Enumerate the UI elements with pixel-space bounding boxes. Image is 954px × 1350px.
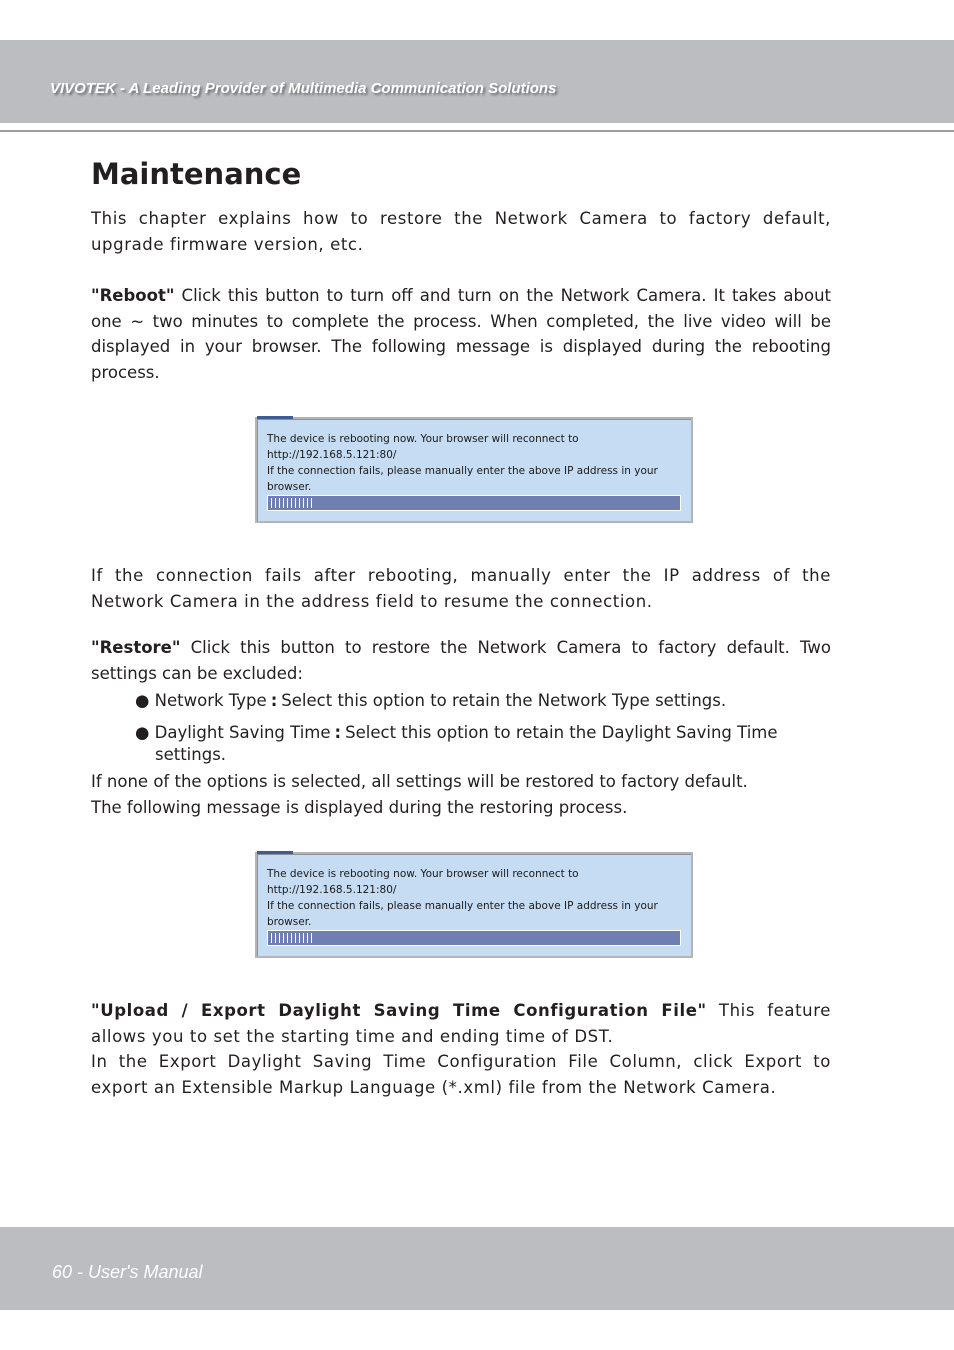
dialog-message (267, 866, 682, 930)
progress-bar (267, 930, 681, 946)
dialog-line-3: If the connection fails, please manually enter the above IP address in your (267, 900, 658, 912)
intro-paragraph: This chapter explains how to restore the Network Camera to factory default, upgrade firmware version, etc. (91, 209, 831, 254)
restore-dialog (255, 852, 693, 958)
restore-dialog-figure (91, 852, 831, 958)
page-number: 60 - User's Manual (52, 1262, 203, 1282)
dialog-tab (257, 851, 293, 854)
bullet-daylight-saving (135, 722, 831, 766)
page-title: Maintenance (91, 157, 302, 191)
upload-description: This feature allows you to set the starting time and ending time of DST. (91, 1001, 832, 1046)
dialog-message (267, 431, 682, 495)
reboot-label: "Reboot" (91, 286, 175, 305)
restore-following: The following message is displayed during the restoring process. (91, 797, 628, 817)
upload-paragraph (91, 998, 831, 1049)
dialog-line-2: http://192.168.5.121:80/ (267, 884, 397, 896)
progress-bar-fill (271, 498, 312, 508)
reboot-paragraph (91, 283, 831, 385)
bullet-network-type (135, 690, 831, 712)
bullet-daylight-saving-colon: : (334, 723, 342, 742)
reboot-description: Click this button to turn off and turn on the Network Camera. It takes about one ~ two minutes to complete the process. When completed, the live video will be displayed in your browser. The following message is displayed during the rebooting process. (91, 286, 831, 382)
reboot-dialog-figure (91, 417, 831, 523)
restore-description: Click this button to restore the Network Camera to factory default. Two settings can be excluded: (91, 638, 831, 683)
bullet-daylight-saving-desc-cont: settings. (155, 745, 227, 764)
upload-label: "Upload / Export Daylight Saving Time Configuration File" (91, 1001, 707, 1020)
restore-paragraph (91, 635, 831, 686)
progress-bar-fill (271, 933, 312, 943)
after-reboot-paragraph: If the connection fails after rebooting, manually enter the IP address of the Network Camera in the address field to resume the connection. (91, 566, 831, 611)
dialog-line-1: The device is rebooting now. Your browser will reconnect to (267, 868, 579, 880)
page-content (91, 156, 831, 1100)
restore-label: "Restore" (91, 638, 181, 657)
header-divider (0, 130, 954, 132)
progress-bar (267, 495, 681, 511)
restore-none-selected: If none of the options is selected, all settings will be restored to factory default. (91, 772, 748, 791)
dialog-line-2: http://192.168.5.121:80/ (267, 449, 397, 461)
bullet-daylight-saving-name: ● Daylight Saving Time (135, 723, 331, 742)
bullet-daylight-saving-desc: Select this option to retain the Daylight Saving Time (345, 723, 778, 742)
bullet-network-type-desc: Select this option to retain the Network Type settings. (281, 691, 727, 710)
bullet-network-type-colon: : (270, 691, 278, 710)
export-paragraph: In the Export Daylight Saving Time Configuration File Column, click Export to export an Extensible Markup Language (*.xml) file from the Network Camera. (91, 1052, 831, 1097)
bullet-network-type-name: ● Network Type (135, 691, 267, 710)
header-title: VIVOTEK - A Leading Provider of Multimedia Communication Solutions (50, 80, 557, 97)
dialog-line-4: browser. (267, 916, 312, 928)
dialog-line-4: browser. (267, 481, 312, 493)
dialog-line-1: The device is rebooting now. Your browser will reconnect to (267, 433, 579, 445)
dialog-tab (257, 416, 293, 419)
reboot-dialog (255, 417, 693, 523)
dialog-line-3: If the connection fails, please manually enter the above IP address in your (267, 465, 658, 477)
